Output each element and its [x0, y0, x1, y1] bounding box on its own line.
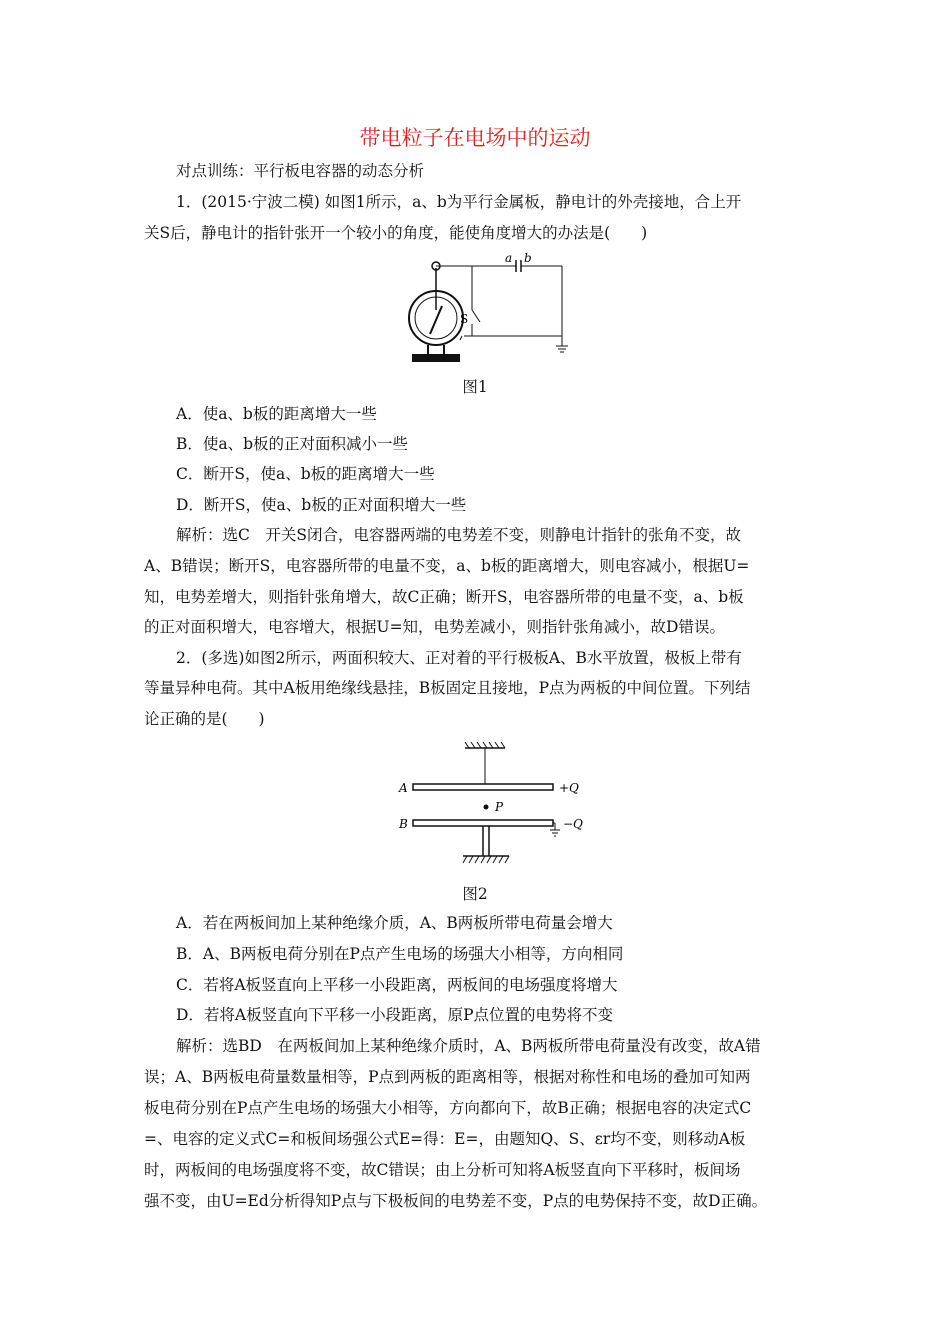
plate-b: [413, 820, 553, 826]
point-p: [484, 805, 489, 810]
q2-stem-line: 论正确的是( ): [144, 710, 265, 728]
q2-option-a: A．若在两板间加上某种绝缘介质，A、B两板所带电荷量会增大: [176, 914, 613, 932]
q2-stem-line: 2．(多选)如图2所示，两面积较大、正对着的平行极板A、B水平放置，极板上带有: [176, 649, 742, 667]
figure-1-circuit: [380, 250, 580, 370]
q2-analysis-line: 板电荷分别在P点产生电场的场强大小相等，方向都向下，故B正确；根据电容的决定式C: [144, 1099, 752, 1117]
q2-stem-line: 等量异种电荷。其中A板用绝缘线悬挂，B板固定且接地，P点为两板的中间位置。下列结: [144, 679, 751, 697]
q1-analysis-line: 知，电势差增大，则指针张角增大，故C正确；断开S，电容器所带的电量不变，a、b板: [144, 588, 744, 606]
label-charge-b: −Q: [563, 817, 583, 831]
label-plate-b: b: [524, 251, 532, 265]
q1-option-c: C．断开S，使a、b板的距离增大一些: [176, 465, 435, 483]
label-point-p: P: [495, 800, 504, 814]
label-plate-a: A: [399, 781, 408, 795]
q2-option-c: C．若将A板竖直向上平移一小段距离，两板间的电场强度将增大: [176, 976, 618, 994]
q1-analysis-line: 的正对面积增大，电容增大，根据U=知，电势差减小，则指针张角减小，故D错误。: [144, 618, 725, 636]
plate-a: [413, 784, 553, 790]
q1-analysis-line: A、B错误；断开S，电容器所带的电量不变，a、b板的距离增大，则电容减小，根据U=: [144, 557, 750, 575]
label-charge-a: +Q: [559, 781, 579, 795]
q1-stem-line: 关S后，静电计的指针张开一个较小的角度，能使角度增大的办法是( ): [144, 224, 648, 242]
q1-analysis-line: 解析：选C 开关S闭合，电容器两端的电势差不变，则静电计指针的张角不变，故: [176, 526, 741, 544]
electroscope-needle: [430, 306, 442, 334]
label-plate-b: B: [399, 817, 408, 831]
page-title: 带电粒子在电场中的运动: [359, 126, 591, 150]
label-plate-a: a: [505, 251, 513, 265]
q2-analysis-line: 时，两板间的电场强度将不变，故C错误；由上分析可知将A板竖直向下平移时，板间场: [144, 1161, 741, 1179]
figure-2-caption: 图2: [462, 885, 488, 903]
figure-1-caption: 图1: [462, 378, 488, 396]
q1-option-d: D．断开S，使a、b板的正对面积增大一些: [176, 496, 467, 514]
q1-option-b: B．使a、b板的正对面积减小一些: [176, 435, 409, 453]
section-heading: 对点训练：平行板电容器的动态分析: [176, 162, 425, 180]
electroscope-base: [412, 354, 460, 362]
figure-2-plates: [395, 740, 595, 875]
q2-option-d: D．若将A板竖直向下平移一小段距离，原P点位置的电势将不变: [176, 1006, 614, 1024]
switch-s-blade: [472, 310, 480, 322]
q1-stem-line: 1．(2015·宁波二模) 如图1所示，a、b为平行金属板，静电计的外壳接地，合上开: [176, 193, 742, 211]
label-switch-s: S: [460, 312, 469, 326]
q2-analysis-line: 强不变，由U=Ed分析得知P点与下极板间的电势差不变，P点的电势保持不变，故D正确。: [144, 1192, 768, 1210]
q2-option-b: B．A、B两板电荷分别在P点产生电场的场强大小相等，方向相同: [176, 945, 624, 963]
q2-analysis-line: 误；A、B两板电荷量数量相等，P点到两板的距离相等，根据对称性和电场的叠加可知两: [144, 1068, 751, 1086]
q2-analysis-line: 解析：选BD 在两板间加上某种绝缘介质时，A、B两板所带电荷量没有改变，故A错: [176, 1037, 761, 1055]
q2-analysis-line: =、电容的定义式C=和板间场强公式E=得：E=，由题知Q、S、εr均不变，则移动A板: [144, 1130, 746, 1148]
q1-option-a: A．使a、b板的距离增大一些: [176, 405, 377, 423]
